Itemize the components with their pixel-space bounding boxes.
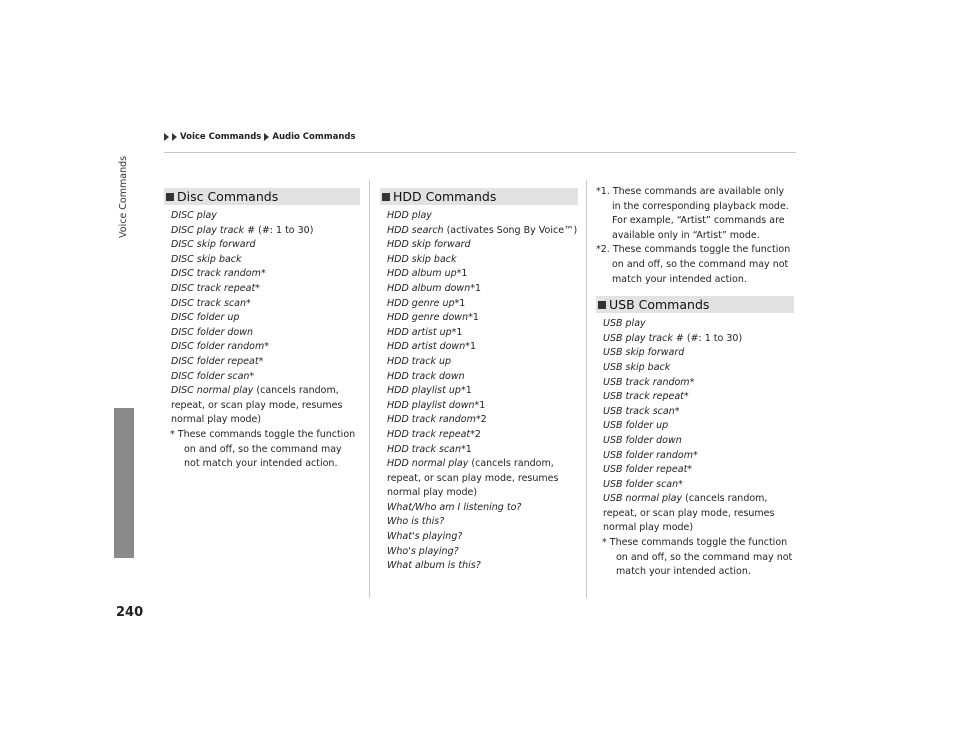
command-name: HDD track up	[387, 355, 452, 367]
command-name: HDD artist down	[387, 341, 466, 353]
command-item	[603, 332, 794, 347]
command-detail: (activates Song By Voice™)	[443, 224, 578, 236]
command-item	[603, 492, 794, 536]
column-divider	[586, 180, 587, 598]
command-detail: *	[674, 405, 680, 417]
command-item	[387, 267, 578, 282]
command-detail: *1	[468, 312, 479, 324]
command-list	[380, 209, 578, 574]
command-item	[387, 340, 578, 355]
command-detail: *	[255, 282, 260, 294]
command-item	[603, 376, 794, 391]
breadcrumb	[164, 132, 356, 142]
command-name: DISC track random	[171, 268, 261, 280]
side-label: Voice Commands	[118, 156, 129, 239]
command-detail: # (#: 1 to 30)	[244, 224, 314, 236]
command-name: HDD search	[387, 224, 444, 236]
command-item	[387, 297, 578, 312]
command-list	[164, 209, 360, 428]
command-detail: (cancels random, repeat, or scan play mode, resumes normal play mode)	[603, 493, 775, 534]
command-detail: *	[683, 391, 689, 403]
footnote: *1. These commands are available only in the corresponding playback mode. For example, “Artist” commands are available only in “Artist” mode.	[596, 186, 789, 241]
command-name: DISC folder up	[171, 312, 240, 324]
command-name: DISC folder random	[171, 341, 265, 353]
command-name: HDD skip forward	[387, 239, 471, 251]
command-detail: *	[258, 355, 264, 367]
command-item	[387, 399, 578, 414]
command-item	[387, 209, 578, 224]
command-detail: *	[246, 297, 251, 309]
command-name: Who is this?	[387, 516, 445, 528]
command-name: USB play	[603, 318, 646, 330]
command-name: USB normal play	[603, 493, 683, 505]
command-detail: *	[260, 268, 266, 280]
command-list	[596, 317, 794, 536]
command-detail: *1	[454, 297, 466, 309]
command-name: HDD track down	[387, 370, 465, 382]
command-item	[171, 326, 360, 341]
command-item	[603, 434, 794, 449]
command-item	[387, 224, 578, 239]
command-item	[171, 297, 360, 312]
command-detail: *1	[460, 385, 472, 397]
section-heading: USB Commands	[596, 296, 794, 313]
command-name: USB play track	[603, 332, 673, 344]
command-name: DISC play	[171, 210, 217, 221]
command-item	[387, 559, 578, 574]
command-name: HDD album down	[387, 282, 471, 294]
command-item	[603, 449, 794, 464]
command-name: USB skip forward	[603, 347, 685, 359]
command-detail: *1	[465, 341, 477, 353]
command-name: HDD play	[387, 210, 432, 221]
command-name: HDD album up	[387, 268, 457, 280]
command-name: HDD normal play	[387, 458, 469, 470]
command-item	[171, 209, 360, 224]
square-bullet-icon	[166, 193, 174, 201]
command-item	[171, 267, 360, 282]
footnote: *2. These commands toggle the function on and off, so the command may not match your intended action.	[596, 244, 791, 285]
command-item	[387, 384, 578, 399]
command-item	[387, 355, 578, 370]
command-item	[603, 317, 794, 332]
command-item	[387, 238, 578, 253]
disc-commands-section	[164, 188, 360, 472]
command-item	[171, 253, 360, 268]
command-item	[387, 428, 578, 443]
command-name: DISC track repeat	[171, 282, 256, 294]
command-detail: *1	[451, 326, 463, 338]
command-detail: (cancels random, repeat, or scan play mode, resumes normal play mode)	[171, 385, 343, 426]
command-name: USB track random	[603, 376, 690, 388]
command-item	[171, 311, 360, 326]
command-name: What album is this?	[387, 560, 481, 572]
command-item	[387, 413, 578, 428]
command-item	[603, 346, 794, 361]
breadcrumb-item[interactable]: Audio Commands	[272, 132, 356, 142]
command-detail: *	[264, 341, 269, 353]
command-item	[387, 370, 578, 385]
command-name: What/Who am I listening to?	[387, 501, 522, 513]
command-item	[387, 515, 578, 530]
command-detail: *	[249, 370, 255, 382]
footnote: * These commands toggle the function on and off, so the command may not match your intended action.	[602, 537, 793, 578]
breadcrumb-item[interactable]: Voice Commands	[180, 132, 262, 142]
command-detail: *	[687, 464, 693, 476]
command-detail: *	[689, 376, 695, 388]
command-item	[171, 340, 360, 355]
arrow-right-icon	[264, 133, 269, 141]
command-name: DISC folder repeat	[171, 355, 259, 367]
column-divider	[369, 180, 370, 598]
command-name: DISC folder down	[171, 326, 254, 338]
command-name: USB folder random	[603, 449, 693, 461]
command-name: USB track repeat	[603, 391, 684, 403]
command-detail: *1	[470, 282, 482, 294]
command-name: DISC skip back	[171, 253, 242, 265]
command-item	[171, 355, 360, 370]
command-name: HDD genre down	[387, 312, 469, 324]
command-name: What's playing?	[387, 531, 463, 543]
command-name: DISC normal play	[171, 385, 254, 397]
command-item	[387, 545, 578, 560]
command-name: HDD track scan	[387, 443, 462, 455]
command-item	[387, 326, 578, 341]
command-name: USB folder down	[603, 434, 682, 446]
section-heading: HDD Commands	[380, 188, 578, 205]
command-detail: *1	[474, 399, 486, 411]
command-name: DISC folder scan	[171, 370, 250, 382]
command-name: HDD playlist down	[387, 399, 475, 411]
command-item	[171, 384, 360, 428]
usb-commands-section	[596, 296, 794, 580]
command-item	[171, 224, 360, 239]
command-detail: *2	[475, 414, 487, 426]
command-detail: *1	[461, 443, 472, 455]
command-name: USB folder up	[603, 420, 669, 432]
command-item	[387, 311, 578, 326]
command-item	[171, 238, 360, 253]
page-number: 240	[116, 605, 144, 620]
command-detail: *	[678, 478, 683, 490]
command-name: USB track scan	[603, 405, 675, 417]
command-item	[387, 443, 578, 458]
command-item	[603, 361, 794, 376]
command-item	[387, 457, 578, 501]
arrow-right-icon	[164, 133, 169, 141]
command-item	[603, 419, 794, 434]
command-name: USB folder repeat	[603, 464, 688, 476]
side-tab-marker	[114, 408, 134, 558]
command-detail: # (#: 1 to 30)	[672, 332, 743, 344]
right-column	[596, 185, 794, 580]
command-name: USB folder scan	[603, 478, 679, 490]
command-detail: *	[692, 449, 698, 461]
command-name: HDD track repeat	[387, 428, 471, 440]
command-name: DISC track scan	[171, 297, 247, 309]
command-name: HDD genre up	[387, 297, 455, 309]
command-name: HDD skip back	[387, 253, 457, 265]
command-name: HDD artist up	[387, 326, 452, 338]
command-item	[171, 370, 360, 385]
command-detail: *2	[470, 428, 481, 440]
command-detail: *1	[456, 268, 468, 280]
section-heading: Disc Commands	[164, 188, 360, 205]
command-item	[387, 501, 578, 516]
command-name: DISC play track	[171, 224, 245, 236]
arrow-right-icon	[172, 133, 177, 141]
command-item	[603, 390, 794, 405]
footnote: * These commands toggle the function on and off, so the command may not match your intended action.	[170, 428, 356, 470]
square-bullet-icon	[382, 193, 390, 201]
command-detail: (cancels random, repeat, or scan play mode, resumes normal play mode)	[387, 458, 559, 499]
command-name: DISC skip forward	[171, 239, 256, 251]
command-item	[387, 253, 578, 268]
square-bullet-icon	[598, 301, 606, 309]
command-item	[603, 478, 794, 493]
command-item	[387, 530, 578, 545]
command-item	[603, 405, 794, 420]
command-item	[387, 282, 578, 297]
command-name: HDD track random	[387, 414, 476, 426]
header-rule	[164, 152, 796, 153]
command-item	[603, 463, 794, 478]
command-name: HDD playlist up	[387, 385, 461, 397]
command-name: USB skip back	[603, 361, 671, 373]
command-name: Who's playing?	[387, 545, 459, 557]
hdd-commands-section	[380, 188, 578, 574]
command-item	[171, 282, 360, 297]
